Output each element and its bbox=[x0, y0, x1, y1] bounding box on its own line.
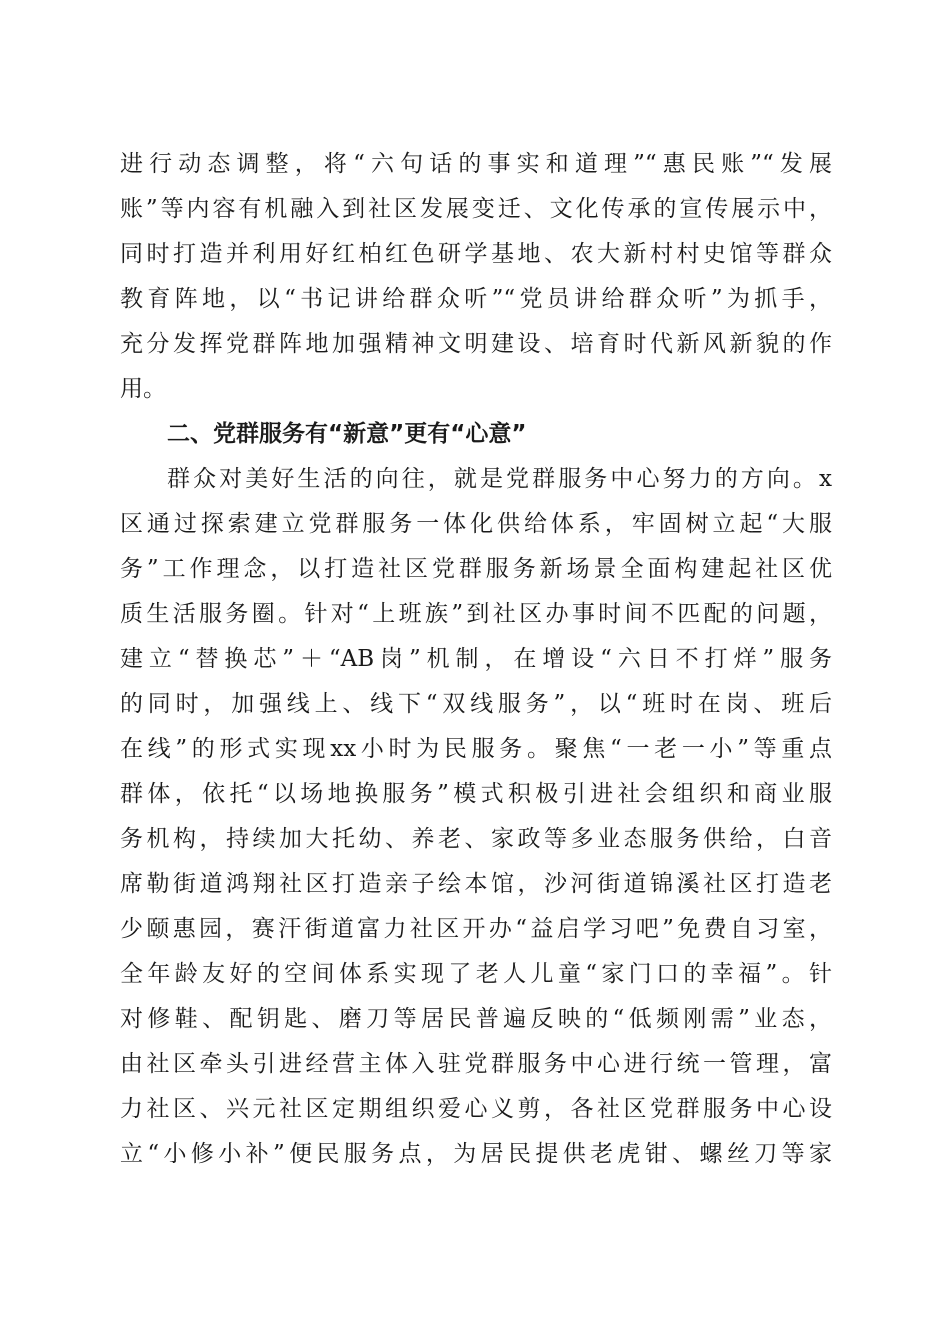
paragraph-1-line-4: 教育阵地，以“书记讲给群众听”“党员讲给群众听”为抓手， bbox=[120, 286, 832, 312]
paragraph-2-line-13: 对修鞋、配钥匙、磨刀等居民普遍反映的“低频刚需”业态， bbox=[120, 1006, 832, 1032]
paragraph-2-line-14: 由社区牵头引进经营主体入驻党群服务中心进行统一管理，富 bbox=[120, 1051, 832, 1077]
paragraph-2-line-6: 的同时，加强线上、线下“双线服务”，以“班时在岗、班后 bbox=[120, 691, 832, 717]
paragraph-2-line-9: 务机构，持续加大托幼、养老、家政等多业态服务供给，白音 bbox=[120, 826, 832, 852]
paragraph-1-line-3: 同时打造并利用好红柏红色研学基地、农大新村村史馆等群众 bbox=[120, 241, 832, 267]
paragraph-2-line-10: 席勒街道鸿翔社区打造亲子绘本馆，沙河街道锦溪社区打造老 bbox=[120, 871, 832, 897]
paragraph-2-line-5: 建立“替换芯”＋“AB岗”机制，在增设“六日不打烊”服务 bbox=[120, 646, 832, 672]
paragraph-1-line-5: 充分发挥党群阵地加强精神文明建设、培育时代新风新貌的作 bbox=[120, 331, 832, 357]
section-heading: 二、党群服务有“新意”更有“心意” bbox=[167, 421, 527, 447]
paragraph-2-line-16: 立“小修小补”便民服务点，为居民提供老虎钳、螺丝刀等家 bbox=[120, 1141, 832, 1167]
paragraph-1-line-6: 用。 bbox=[120, 376, 166, 402]
paragraph-2-line-1: 群众对美好生活的向往，就是党群服务中心努力的方向。x bbox=[167, 466, 832, 492]
paragraph-2-line-3: 务”工作理念，以打造社区党群服务新场景全面构建起社区优 bbox=[120, 556, 832, 582]
paragraph-2-line-11: 少颐惠园，赛汗街道富力社区开办“益启学习吧”免费自习室， bbox=[120, 916, 832, 942]
paragraph-1-line-2: 账”等内容有机融入到社区发展变迁、文化传承的宣传展示中， bbox=[120, 196, 832, 222]
paragraph-2-line-2: 区通过探索建立党群服务一体化供给体系，牢固树立起“大服 bbox=[120, 511, 832, 537]
paragraph-2-line-8: 群体，依托“以场地换服务”模式积极引进社会组织和商业服 bbox=[120, 781, 832, 807]
paragraph-2-line-7: 在线”的形式实现xx小时为民服务。聚焦“一老一小”等重点 bbox=[120, 736, 832, 762]
paragraph-1-line-1: 进行动态调整，将“六句话的事实和道理”“惠民账”“发展 bbox=[120, 151, 832, 177]
paragraph-2-line-12: 全年龄友好的空间体系实现了老人儿童“家门口的幸福”。针 bbox=[120, 961, 832, 987]
paragraph-2-line-15: 力社区、兴元社区定期组织爱心义剪，各社区党群服务中心设 bbox=[120, 1096, 832, 1122]
paragraph-2-line-4: 质生活服务圈。针对“上班族”到社区办事时间不匹配的问题， bbox=[120, 601, 832, 627]
